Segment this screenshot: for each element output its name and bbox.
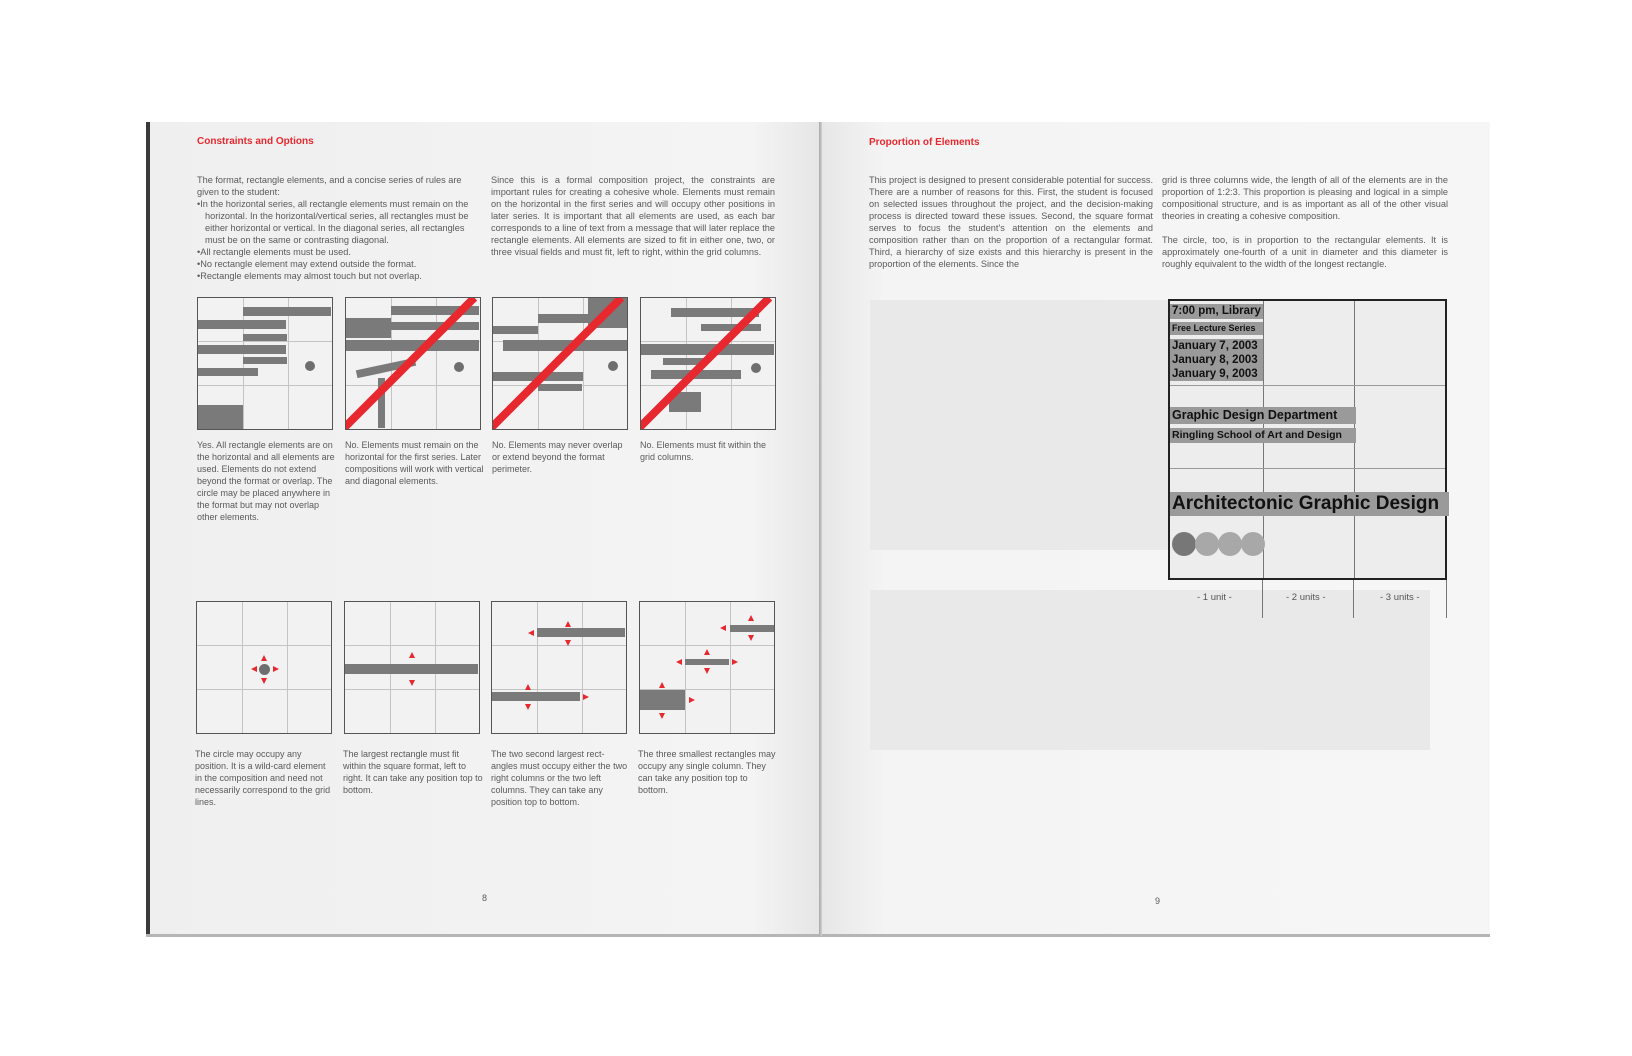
- poster-school: Ringling School of Art and Design: [1170, 428, 1356, 443]
- example-panel-no-horizontal: [345, 297, 481, 430]
- unit-label: - 3 units -: [1380, 592, 1420, 603]
- unit-divider: [1262, 580, 1263, 618]
- rule-item: • All rectangle elements must be used.: [197, 246, 481, 258]
- option-panel-second-largest: [491, 601, 627, 734]
- page-edge: [146, 122, 150, 936]
- poster-date: January 9, 2003: [1170, 367, 1263, 381]
- right-page-heading: Proportion of Elements: [869, 137, 980, 148]
- caption-largest: The largest rectangle must fit within the square format, left to right. It can take any position top to bottom.: [343, 749, 483, 795]
- example-panel-yes: [197, 297, 333, 430]
- caption-yes: Yes. All rectangle elements are on the horizontal and all elements are used. Elements do not extend beyond the format or overlap. The circle may be placed anywhere in the format but may not overlap other elements.: [197, 440, 335, 522]
- example-panel-no-grid: [640, 297, 776, 430]
- caption-smallest: The three smallest rectangles may occupy any single column. They can take any position top to bottom.: [638, 749, 776, 795]
- caption-no-overlap: No. Elements may never overlap or extend beyond the format perimeter.: [492, 440, 623, 474]
- example-poster: [1168, 299, 1447, 580]
- rules-list: [197, 198, 481, 282]
- proportion-column-text-2: [1162, 174, 1448, 282]
- option-panel-circle: [196, 601, 332, 734]
- unit-label: - 2 units -: [1286, 592, 1326, 603]
- poster-department: Graphic Design Department: [1170, 407, 1356, 424]
- example-panel-no-overlap: [492, 297, 628, 430]
- book-gutter: [819, 122, 822, 936]
- poster-circle: [1241, 532, 1265, 556]
- poster-date: January 7, 2003: [1170, 339, 1263, 353]
- proportion-paragraph: grid is three columns wide, the length of all of the elements are in the proportion of 1:2:3. This proportion is pleasing and logical in a simple compositional structure, and is as important as all of the other visual theories in creating a cohesive composition.: [1162, 175, 1448, 221]
- caption-no-horizontal: No. Elements must remain on the horizontal for the first series. Later compositions will work with vertical and diagonal elements.: [345, 440, 484, 486]
- option-panel-smallest: [639, 601, 775, 734]
- rule-item: • In the horizontal series, all rectangle elements must remain on the horizontal. In the horizontal/vertical series, all rectangles must be either horizontal or vertical. In the diagonal series, all rectangles must be on the same or contrasting diagonal.: [197, 198, 481, 246]
- rule-item: • Rectangle elements may almost touch but not overlap.: [197, 270, 481, 282]
- unit-divider: [1446, 580, 1447, 618]
- page-bottom-edge: [146, 934, 1490, 937]
- rule-item: • No rectangle element may extend outside the format.: [197, 258, 481, 270]
- intro-text: The format, rectangle elements, and a concise series of rules are given to the student:: [197, 175, 462, 197]
- option-panel-largest: [344, 601, 480, 734]
- poster-time: 7:00 pm, Library: [1172, 305, 1261, 317]
- poster-title: Architectonic Graphic Design: [1170, 492, 1449, 516]
- page-number-right: 9: [1155, 896, 1161, 906]
- show-through: [870, 300, 1170, 550]
- page-number-left: 8: [482, 893, 488, 903]
- circle-paragraph: The circle, too, is in proportion to the rectangular elements. It is approximately one-fourth of a unit in diameter and this diameter is roughly equivalent to the width of the longest rectangle.: [1162, 235, 1448, 269]
- poster-circle: [1218, 532, 1242, 556]
- unit-label: - 1 unit -: [1197, 592, 1232, 603]
- left-column-text: [197, 174, 481, 282]
- poster-date: January 8, 2003: [1170, 353, 1263, 367]
- caption-circle: The circle may occupy any position. It is a wild-card element in the composition and need not necessarily correspond to the grid lines.: [195, 749, 331, 807]
- caption-no-grid: No. Elements must fit within the grid columns.: [640, 440, 767, 462]
- left-page-heading: Constraints and Options: [197, 136, 314, 147]
- poster-series: Free Lecture Series: [1170, 322, 1263, 335]
- constraints-column-text: Since this is a formal composition project, the constraints are important rules for creating a cohesive whole. Elements must remain on the horizontal in the first series and will occupy other positions in later series. It is important that all elements are used, as each bar corresponds to a line of text from a message that will later replace the rectangle elements. All elements are sized to fit in either one, two, or three visual fields and must fit, left to right, within the grid columns.: [491, 175, 775, 257]
- caption-second-largest: The two second largest rect-angles must occupy either the two right columns or the two left columns. They can take any position top to bottom.: [491, 749, 628, 807]
- poster-circle: [1195, 532, 1219, 556]
- poster-circle: [1172, 532, 1196, 556]
- unit-divider: [1353, 580, 1354, 618]
- proportion-column-text: This project is designed to present considerable potential for success. There are a number of reasons for this. First, the student is focused on selected issues throughout the project, and the decision-making process is directed toward these issues. Second, the square format serves to focus the student's attention on the elements and composition rather than on the proportion of a rectangular format. Third, a hierarchy of size exists and this hierarchy is present in the proportion of the elements. Since the: [869, 175, 1153, 269]
- show-through: [870, 590, 1430, 750]
